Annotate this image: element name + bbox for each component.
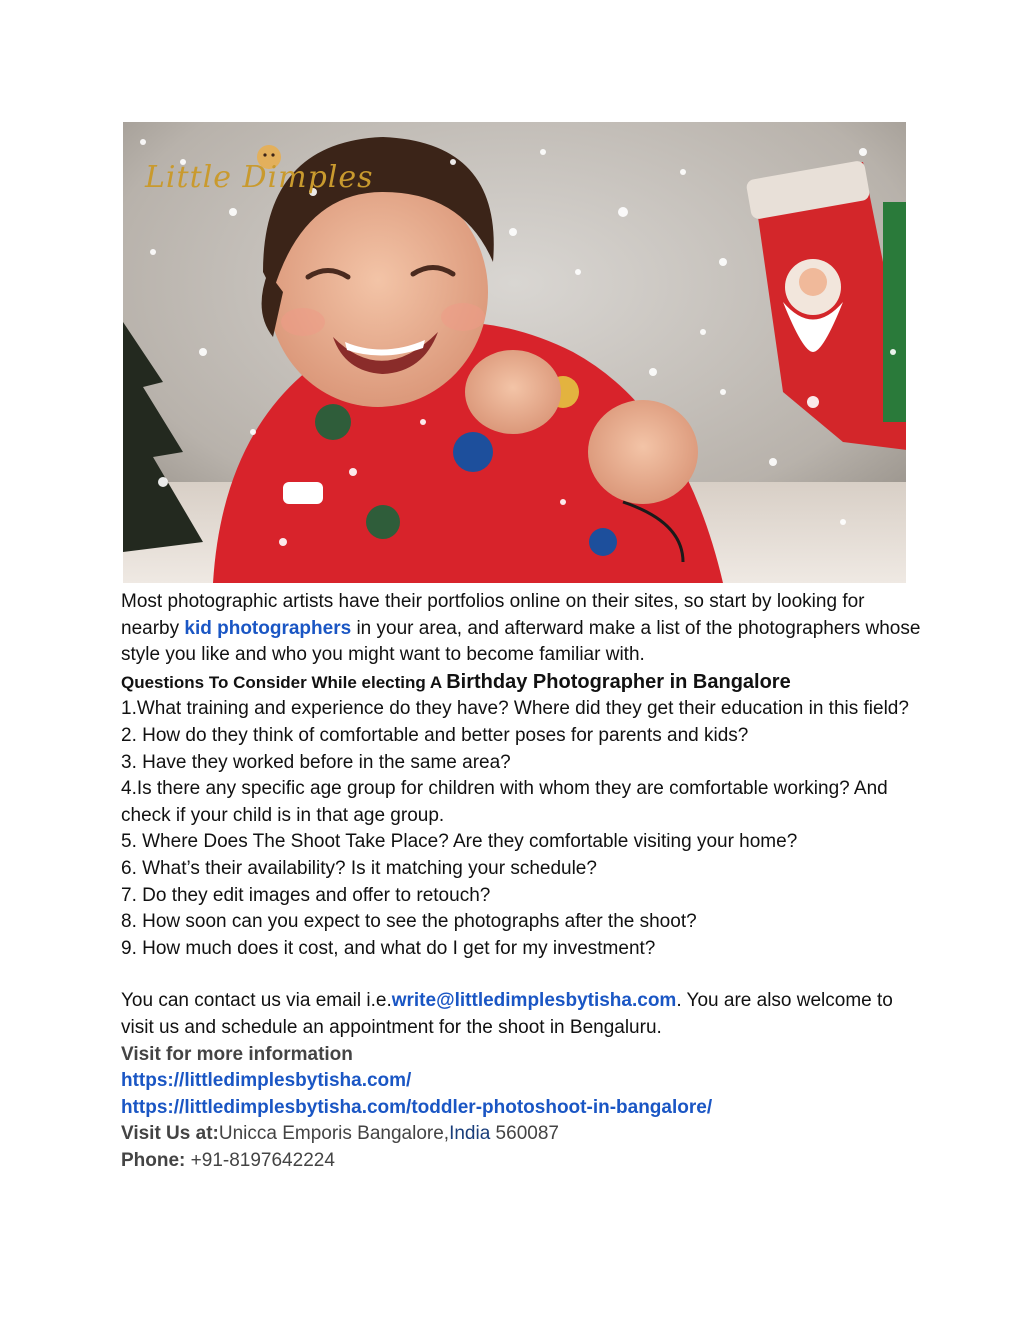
contact-text-2: . You are also welcome to visit us and schedule an appointment for the shoot in Bengaluru.	[121, 990, 893, 1038]
address-country: India	[449, 1123, 491, 1145]
intro-paragraph	[121, 589, 921, 669]
phone-line	[121, 1148, 921, 1175]
intro-text-2: in your area, and afterward make a list of the photographers whose style you like and who you might want to become familiar with.	[121, 617, 921, 666]
question-8: 8. How soon can you expect to see the photographs after the shoot?	[121, 911, 697, 933]
visit-label: Visit Us at:	[121, 1123, 219, 1145]
brand-logo: Little Dimples	[145, 160, 374, 195]
question-7: 7. Do they edit images and offer to retouch?	[121, 884, 491, 906]
question-1: 1.What training and experience do they have? Where did they get their education in this field?	[121, 698, 909, 720]
question-4: 4.Is there any specific age group for children with whom they are comfortable working? And check if your child is in that age group.	[121, 778, 888, 826]
phone-label: Phone:	[121, 1149, 186, 1171]
question-6: 6. What’s their availability? Is it matching your schedule?	[121, 857, 597, 879]
homepage-link[interactable]: https://littledimplesbytisha.com/	[121, 1070, 412, 1092]
kid-photographers-link[interactable]: kid photographers	[184, 617, 352, 639]
contact-text-1: You can contact us via email i.e.	[121, 990, 392, 1012]
heading-text-1: Questions To Consider While electing A	[121, 672, 447, 692]
question-9: 9. How much does it cost, and what do I get for my investment?	[121, 937, 656, 959]
question-2: 2. How do they think of comfortable and better poses for parents and kids?	[121, 724, 749, 746]
phone-number: +91-8197642224	[185, 1149, 335, 1171]
intro-text-1: Most photographic artists have their portfolios online on their sites, so start by looking for nearby	[121, 591, 865, 639]
address-pin: 560087	[490, 1123, 559, 1145]
question-5: 5. Where Does The Shoot Take Place? Are they comfortable visiting your home?	[121, 831, 798, 853]
visit-line	[121, 1121, 921, 1148]
question-3: 3. Have they worked before in the same area?	[121, 751, 511, 773]
contact-paragraph	[121, 988, 921, 1041]
spacer	[121, 962, 921, 988]
email-link[interactable]: write@littledimplesbytisha.com	[391, 990, 677, 1012]
hero-photo	[123, 122, 906, 583]
heading-text-2: Birthday Photographer in Bangalore	[446, 670, 791, 693]
section-heading	[121, 669, 921, 697]
article-body	[121, 589, 921, 1174]
toddler-photoshoot-link[interactable]: https://littledimplesbytisha.com/toddler-photoshoot-in-bangalore/	[121, 1096, 713, 1118]
more-info-label: Visit for more information	[121, 1043, 353, 1065]
address-text: Unicca Emporis Bangalore,	[218, 1123, 450, 1145]
